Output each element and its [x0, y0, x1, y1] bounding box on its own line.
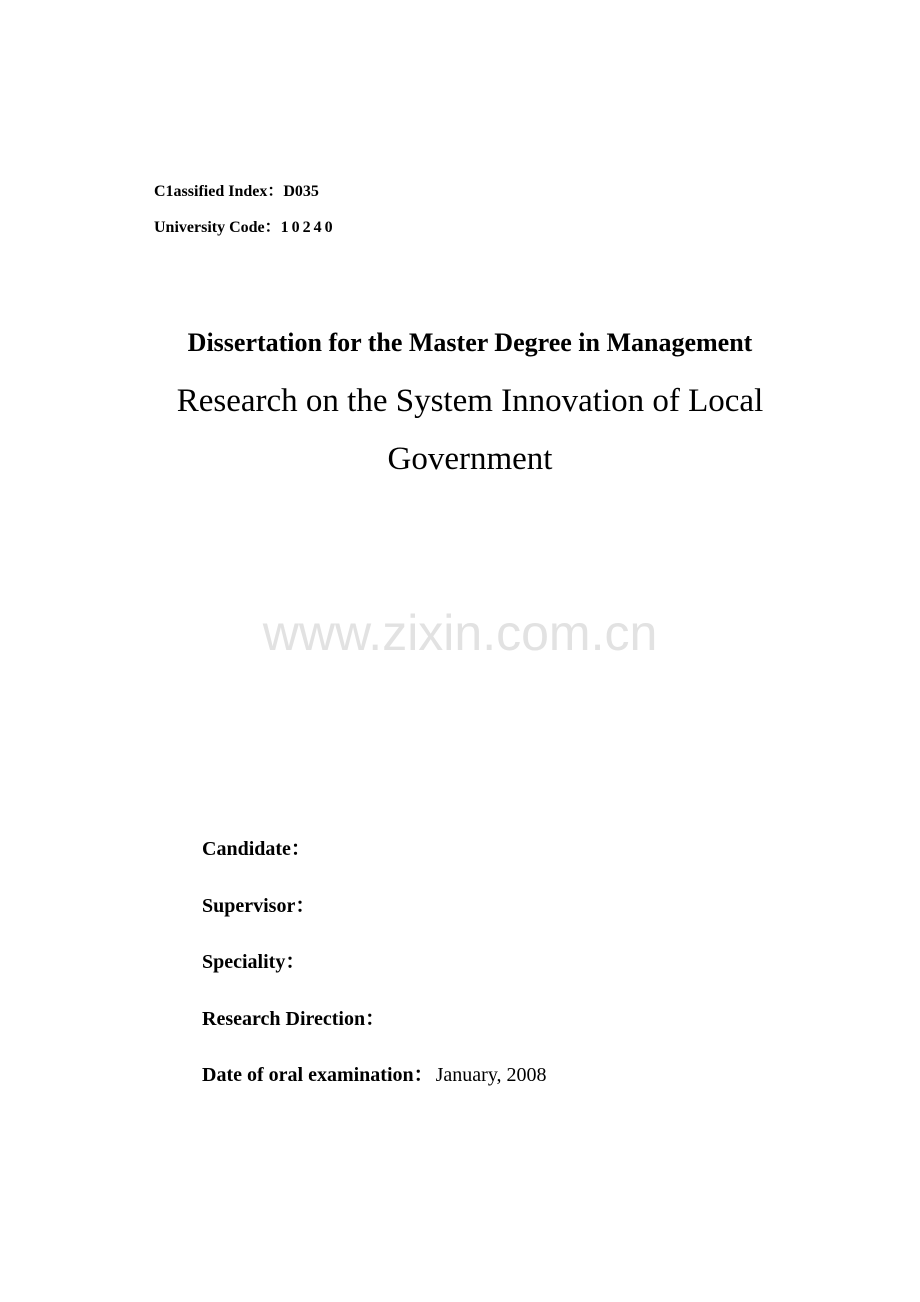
university-code — [154, 214, 336, 237]
speciality-label: Speciality： — [202, 951, 306, 973]
degree-title: Dissertation for the Master Degree in Management — [187, 328, 753, 357]
speciality-field — [202, 945, 307, 974]
candidate-label: Candidate： — [202, 838, 311, 860]
candidate-field — [202, 832, 313, 861]
oral-exam-date-value: January, 2008 — [435, 1064, 547, 1086]
classified-index — [154, 178, 319, 201]
oral-exam-date-field — [202, 1058, 547, 1087]
university-code-value: 10240 — [280, 219, 336, 236]
supervisor-field — [202, 889, 317, 918]
watermark: www.zixin.com.cn — [262, 605, 658, 661]
classified-index-label: C1assified Index： — [154, 183, 284, 200]
classified-index-value: D035 — [283, 183, 319, 200]
supervisor-label: Supervisor： — [202, 895, 316, 917]
university-code-label: University Code： — [154, 219, 281, 236]
thesis-title: Research on the System Innovation of Local Government — [176, 383, 764, 477]
research-direction-field — [202, 1002, 387, 1031]
oral-exam-date-label: Date of oral examination： — [202, 1064, 434, 1086]
research-direction-label: Research Direction： — [202, 1008, 386, 1030]
